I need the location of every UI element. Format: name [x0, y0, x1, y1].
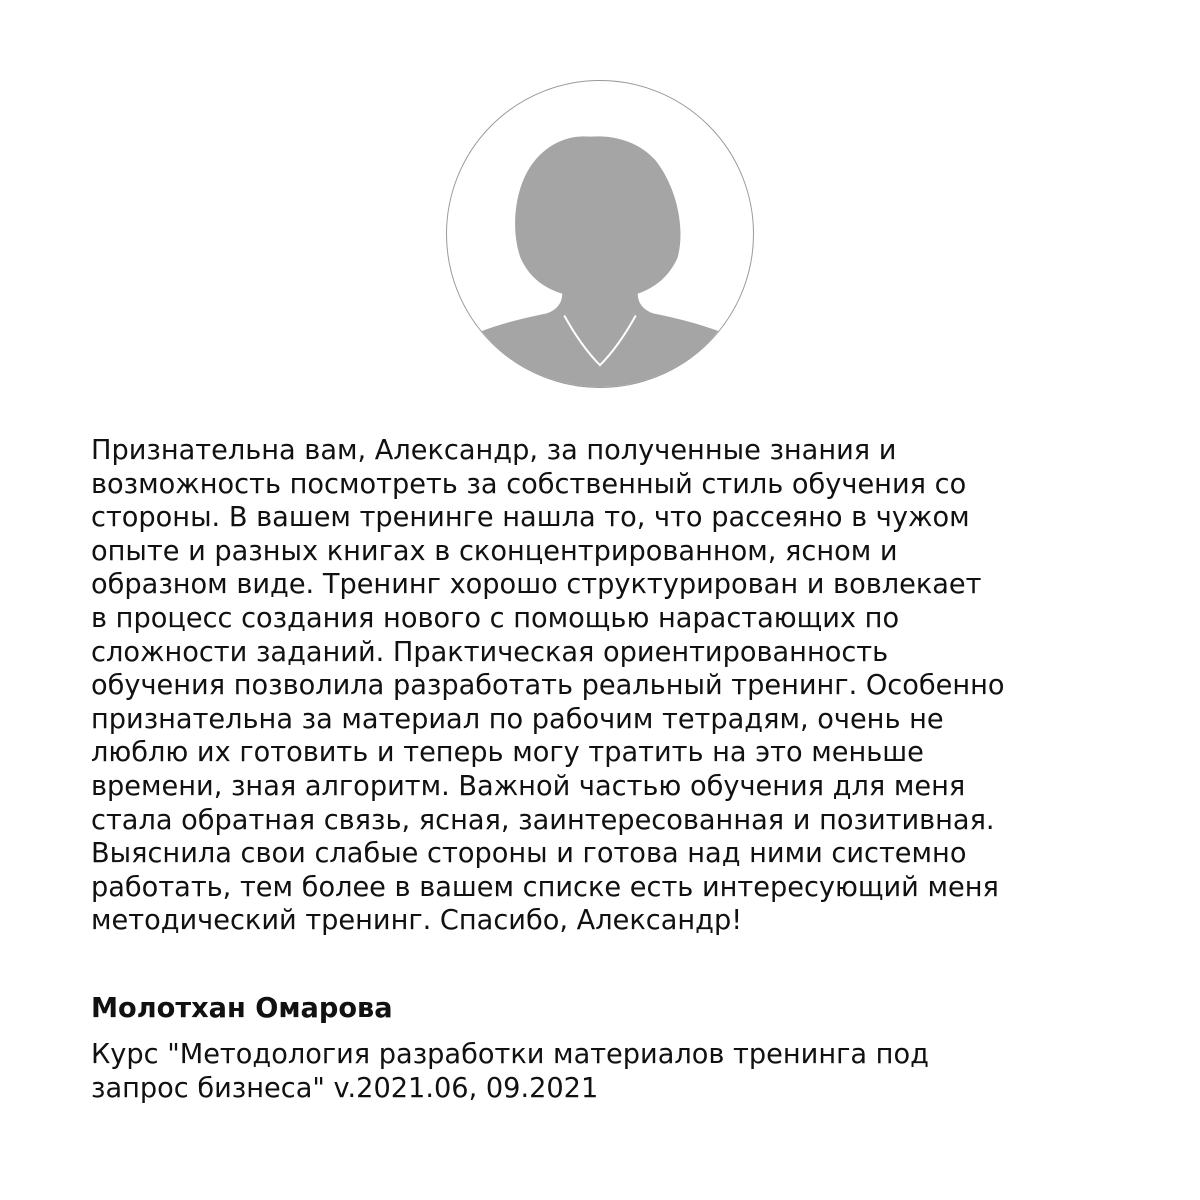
avatar [446, 80, 754, 388]
course-info: Курс "Методология разработки материалов тренинга под запрос бизнеса" v.2021.06, 09.2021 [91, 1039, 929, 1104]
review-text: Признательна вам, Александр, за полученные знания и возможность посмотреть за собственный стиль обучения со стороны. В вашем тренинге нашла то, что рассеяно в чужом опыте и разных книгах в сконцентрированном, ясном и образном виде. Тренинг хорошо структурирован и вовлекает в процесс создания нового с помощью нарастающих по сложности заданий. Практическая ориентированность обучения позволила разработать реальный тренинг. Особенно признательна за материал по рабочим тетрадям, очень не люблю их готовить и теперь могу тратить на это меньше времени, зная алгоритм. Важной частью обучения для меня стала обратная связь, ясная, заинтересованная и позитивная. Выяснила свои слабые стороны и готова над ними системно работать, тем более в вашем списке есть интересующий меня методический тренинг. Спасибо, Александр! [91, 435, 1005, 937]
author-name: Молотхан Омарова [91, 993, 393, 1024]
person-silhouette-icon [447, 81, 753, 387]
